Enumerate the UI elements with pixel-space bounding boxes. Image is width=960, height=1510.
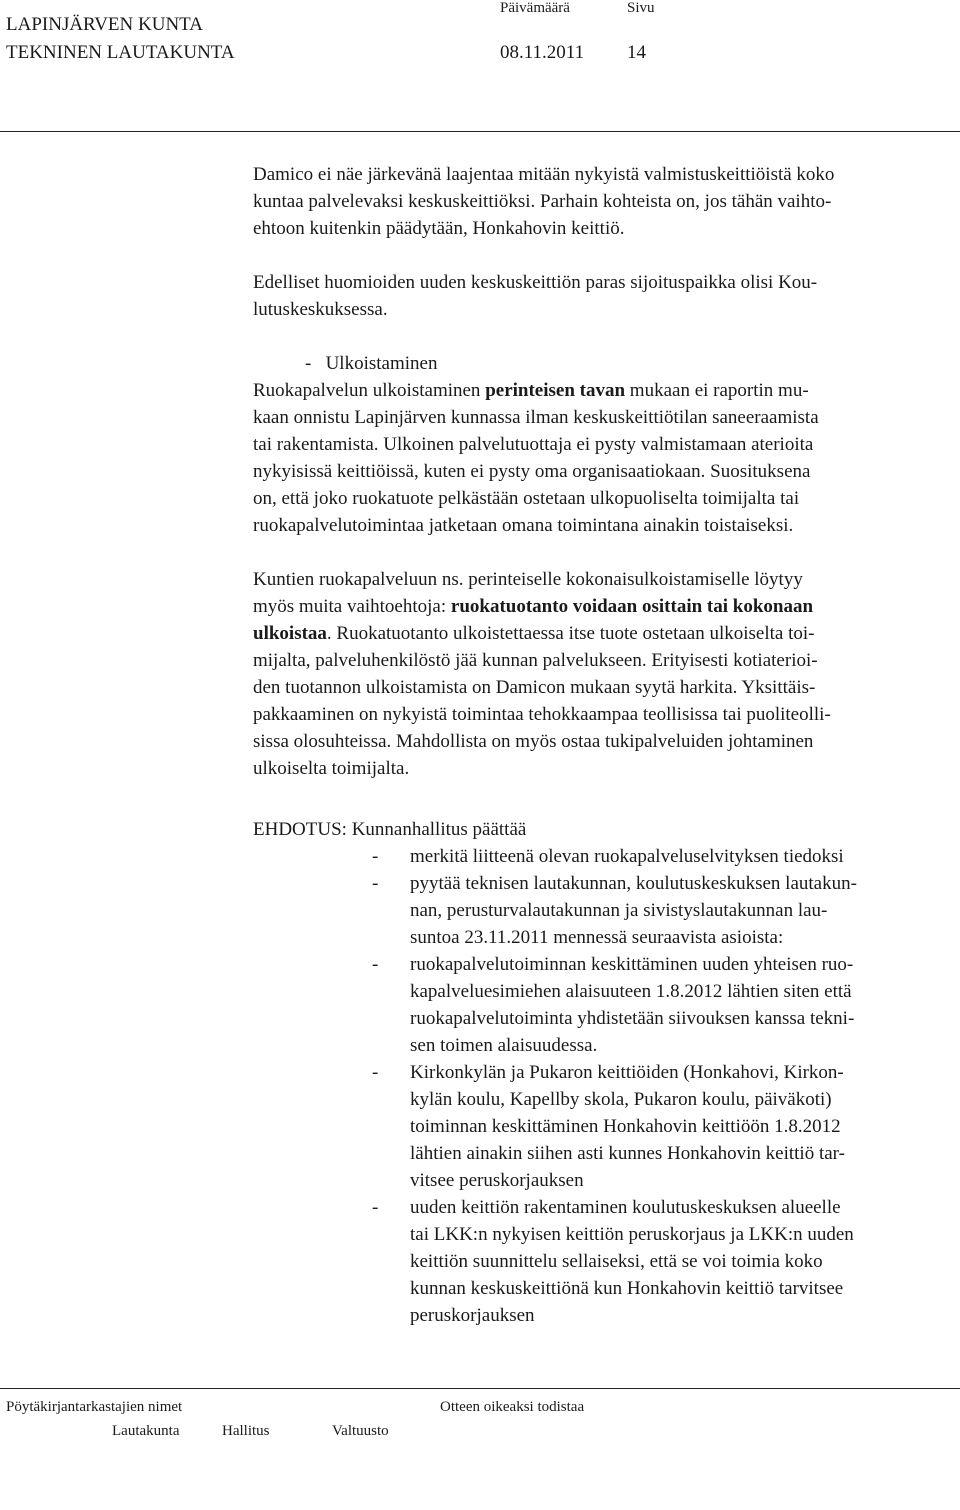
date-label: Päivämäärä	[500, 0, 570, 16]
certified-label: Otteen oikeaksi todistaa	[440, 1399, 585, 1415]
list-bullet: -	[372, 1197, 379, 1218]
footer-board: Hallitus	[222, 1423, 270, 1439]
proposal-list	[372, 843, 857, 1329]
text-line: den tuotannon ulkoistamista on Damicon mukaan syytä harkita. Yksittäis-	[253, 677, 816, 698]
list-bullet: -	[372, 1062, 379, 1083]
text-line: kuntaa palvelevaksi keskuskeittiöksi. Parhain kohteista on, jos tähän vaihto-	[253, 191, 832, 212]
list-item	[372, 1194, 857, 1329]
text-line: pakkaaminen on nykyistä toimintaa tehokkaampaa teollisissa tai puoliteolli-	[253, 704, 831, 725]
text-line: vitsee peruskorjauksen	[410, 1170, 584, 1191]
text-line: lutuskeskuksessa.	[253, 299, 388, 320]
text-line: Kirkonkylän ja Pukaron keittiöiden (Honkahovi, Kirkon-	[410, 1062, 844, 1083]
text-line: merkitä liitteenä olevan ruokapalveluselvityksen tiedoksi	[410, 846, 844, 867]
text-line: peruskorjauksen	[410, 1305, 535, 1326]
text-run: myös muita vaihtoehtoja:	[253, 596, 451, 617]
text-line: mijalta, palveluhenkilöstö jää kunnan palvelukseen. Erityisesti kotiaterioi-	[253, 650, 818, 671]
text-line: pyytää teknisen lautakunnan, koulutuskeskuksen lautakun-	[410, 873, 857, 894]
page-label: Sivu	[627, 0, 655, 16]
list-bullet: -	[372, 954, 379, 975]
text-line: tai LKK:n nykyisen keittiön peruskorjaus ja LKK:n uuden	[410, 1224, 854, 1245]
paragraph-1	[253, 161, 943, 242]
header-divider	[0, 131, 960, 132]
text-run: mukaan ei raportin mu-	[625, 380, 809, 401]
footer-council: Valtuusto	[332, 1423, 389, 1439]
text-line: tai rakentamista. Ulkoinen palvelutuottaja ei pysty valmistamaan aterioita	[253, 434, 814, 455]
list-bullet: -	[372, 873, 379, 894]
text-line	[253, 377, 943, 404]
text-line: keittiön suunnittelu sellaiseksi, että se voi toimia koko	[410, 1251, 823, 1272]
text-line: nan, perusturvalautakunnan ja sivistyslautakunnan lau-	[410, 900, 828, 921]
text-line: kapalveluesimiehen alaisuuteen 1.8.2012 lähtien siten että	[410, 981, 852, 1002]
section-heading-outsourcing: - Ulkoistaminen	[305, 353, 438, 374]
list-item	[372, 951, 857, 1059]
text-line: sissa olosuhteissa. Mahdollista on myös ostaa tukipalveluiden johtaminen	[253, 731, 814, 752]
list-item	[372, 843, 857, 870]
text-line: nykyisissä keittiöissä, kuten ei pysty oma organisaatiokaan. Suosituksena	[253, 461, 811, 482]
document-body	[253, 161, 943, 782]
list-bullet: -	[372, 846, 379, 867]
text-line: on, että joko ruokatuote pelkästään ostetaan ulkopuoliselta toimijalta tai	[253, 488, 800, 509]
signers-label: Pöytäkirjantarkastajien nimet	[6, 1399, 183, 1415]
document-date: 08.11.2011	[500, 42, 585, 63]
paragraph-4	[253, 566, 943, 782]
bold-text: ulkoistaa	[253, 623, 327, 644]
text-line: ulkoiselta toimijalta.	[253, 758, 410, 779]
paragraph-2	[253, 269, 943, 323]
page-number: 14	[627, 42, 646, 63]
text-line: ehtoon kuitenkin päädytään, Honkahovin keittiö.	[253, 218, 625, 239]
text-line: Kuntien ruokapalveluun ns. perinteiselle kokonaisulkoistamiselle löytyy	[253, 569, 803, 590]
text-run: . Ruokatuotanto ulkoistettaessa itse tuote ostetaan ulkoiselta toi-	[326, 623, 815, 644]
list-item	[372, 870, 857, 951]
text-line: toiminnan keskittäminen Honkahovin keittiöön 1.8.2012	[410, 1116, 841, 1137]
footer-committee: Lautakunta	[112, 1423, 180, 1439]
text-line: sen toimen alaisuudessa.	[410, 1035, 598, 1056]
organization-name: LAPINJÄRVEN KUNTA	[6, 14, 203, 35]
text-line	[253, 620, 943, 647]
text-line: ruokapalvelutoiminta yhdistetään siivouksen kanssa tekni-	[410, 1008, 855, 1029]
text-line: kaan onnistu Lapinjärven kunnassa ilman keskuskeittiötilan saneeraamista	[253, 407, 819, 428]
text-run: Ruokapalvelun ulkoistaminen	[253, 380, 486, 401]
footer-divider	[0, 1388, 960, 1389]
text-line	[253, 593, 943, 620]
board-name: TEKNINEN LAUTAKUNTA	[6, 42, 235, 63]
text-line: kunnan keskuskeittiönä kun Honkahovin keittiö tarvitsee	[410, 1278, 844, 1299]
proposal-heading: EHDOTUS: Kunnanhallitus päättää	[253, 819, 527, 840]
list-item	[372, 1059, 857, 1194]
text-line: suntoa 23.11.2011 mennessä seuraavista asioista:	[410, 927, 784, 948]
text-line: Damico ei näe järkevänä laajentaa mitään nykyistä valmistuskeittiöistä koko	[253, 164, 835, 185]
text-line: kylän koulu, Kapellby skola, Pukaron koulu, päiväkoti)	[410, 1089, 832, 1110]
text-line: ruokapalvelutoiminnan keskittäminen uuden yhteisen ruo-	[410, 954, 854, 975]
text-line: ruokapalvelutoimintaa jatketaan omana toimintana ainakin toistaiseksi.	[253, 515, 794, 536]
paragraph-3	[253, 377, 943, 539]
bold-text: ruokatuotanto voidaan osittain tai kokonaan	[450, 596, 814, 617]
text-line: Edelliset huomioiden uuden keskuskeittiön paras sijoituspaikka olisi Kou-	[253, 272, 818, 293]
text-line: lähtien ainakin siihen asti kunnes Honkahovin keittiö tar-	[410, 1143, 845, 1164]
bold-text: perinteisen tavan	[485, 380, 626, 401]
text-line: uuden keittiön rakentaminen koulutuskeskuksen alueelle	[410, 1197, 841, 1218]
